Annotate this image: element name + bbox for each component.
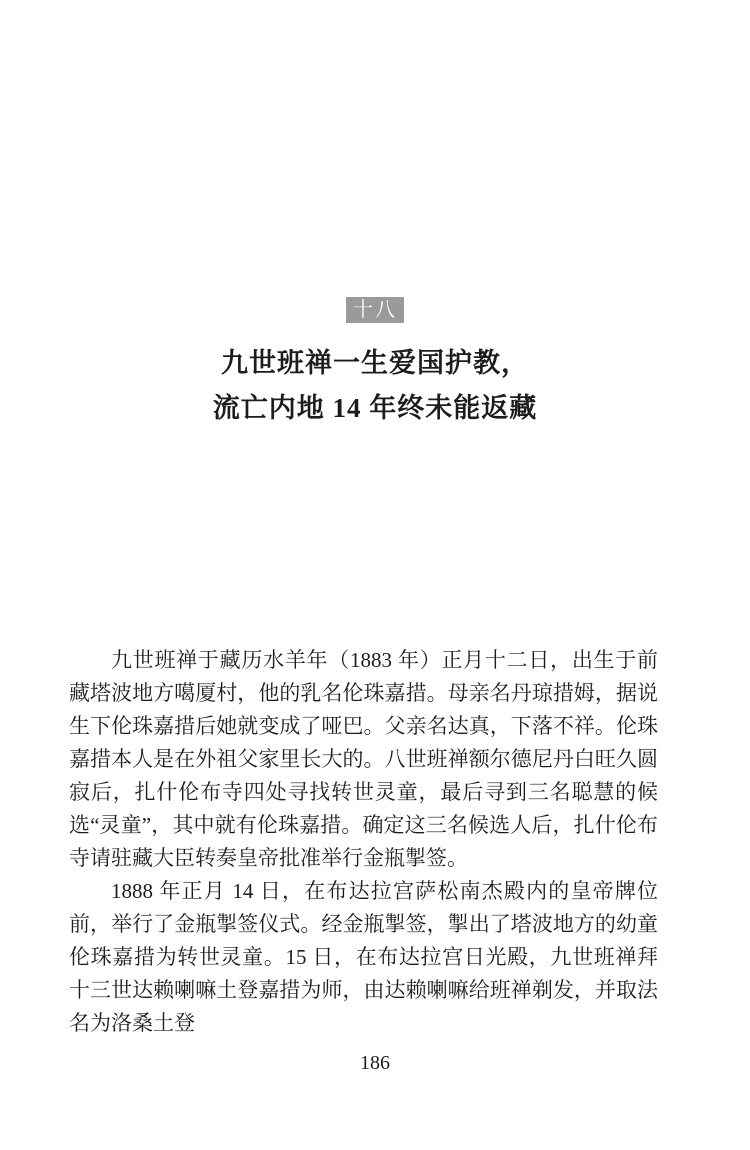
page-number: 186 xyxy=(360,1052,390,1074)
chapter-title-line-2: 流亡内地 14 年终未能返藏 xyxy=(212,393,538,423)
chapter-title xyxy=(0,341,750,431)
body-text xyxy=(69,644,658,1040)
chapter-number-badge: 十八 xyxy=(346,297,404,323)
paragraph-1: 九世班禅于藏历水羊年（1883 年）正月十二日，出生于前藏塔波地方噶厦村，他的乳名伦珠嘉措。母亲名丹琼措姆，据说生下伦珠嘉措后她就变成了哑巴。父亲名达真，下落不祥。伦珠嘉措本人是在外祖父家里长大的。八世班禅额尔德尼丹白旺久圆寂后，扎什伦布寺四处寻找转世灵童，最后寻到三名聪慧的候选“灵童”，其中就有伦珠嘉措。确定这三名候选人后，扎什伦布寺请驻藏大臣转奏皇帝批准举行金瓶掣签。 xyxy=(69,648,658,870)
chapter-title-line-1: 九世班禅一生爱国护教， xyxy=(221,348,529,378)
paragraph-2: 1888 年正月 14 日，在布达拉宫萨松南杰殿内的皇帝牌位前，举行了金瓶掣签仪式。经金瓶掣签，掣出了塔波地方的幼童伦珠嘉措为转世灵童。15 日，在布达拉宫日光殿，九世班禅拜十三世达赖喇嘛土登嘉措为师，由达赖喇嘛给班禅剃发，并取法名为洛桑土登 xyxy=(69,879,658,1035)
